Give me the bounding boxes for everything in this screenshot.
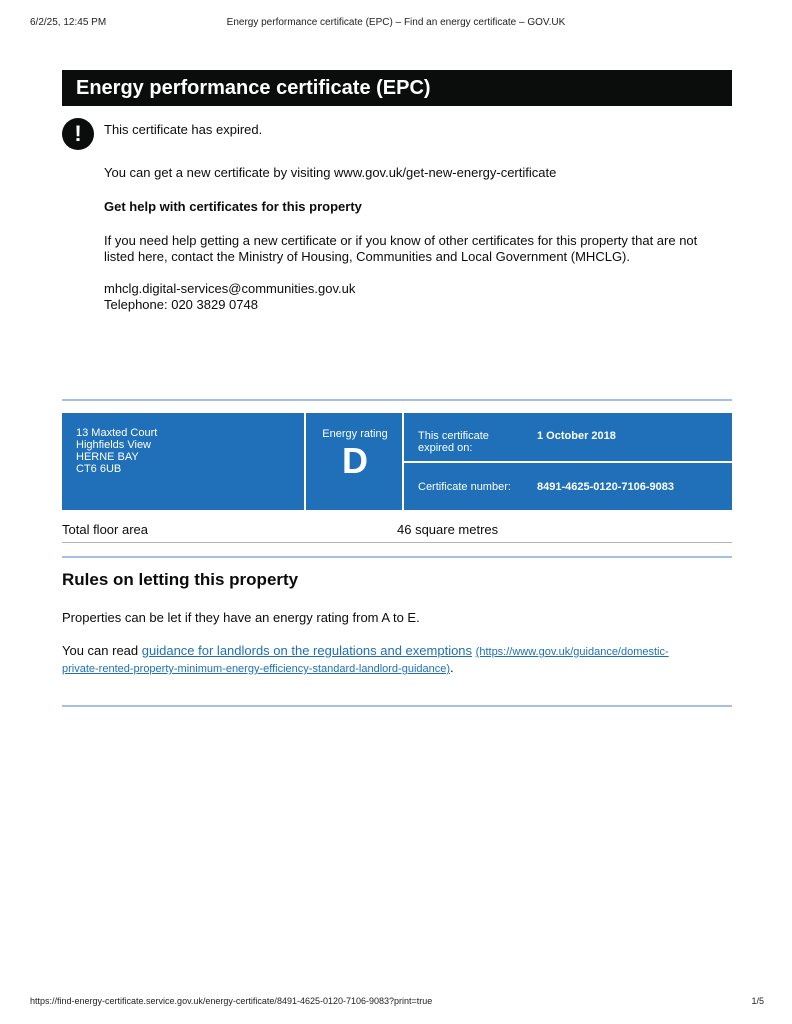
floor-area-value: 46 square metres (397, 522, 499, 537)
page-title: Energy performance certificate (EPC) (62, 70, 732, 106)
help-telephone: Telephone: 020 3829 0748 (104, 297, 258, 312)
row-divider (62, 542, 732, 543)
certificate-number-label: Certificate number: (418, 481, 511, 493)
rules-text: Properties can be let if they have an energy rating from A to E. (62, 610, 420, 625)
address-line: CT6 6UB (76, 463, 122, 475)
floor-area-label: Total floor area (62, 522, 148, 537)
help-body: If you need help getting a new certificate or if you know of other certificates for this property that are not listed here, contact the Ministry of Housing, Communities and Local Government (MHCLG). (104, 233, 698, 264)
guidance-paragraph (62, 643, 732, 677)
energy-rating-value: D (342, 440, 368, 481)
print-date: 6/2/25, 12:45 PM (30, 17, 107, 28)
print-url: https://find-energy-certificate.service.gov.uk/energy-certificate/8491-4625-0120-7106-9083?print=true (30, 996, 433, 1006)
help-heading: Get help with certificates for this property (104, 199, 362, 214)
expired-label: This certificate expired on: (418, 430, 489, 454)
guidance-link[interactable]: guidance for landlords on the regulations and exemptions (141, 643, 473, 658)
help-email: mhclg.digital-services@communities.gov.uk (104, 281, 356, 296)
energy-rating-label: Energy rating (322, 428, 388, 440)
warning-text: This certificate has expired. (104, 122, 263, 137)
section-divider (62, 556, 732, 558)
address-line: Highfields View (76, 439, 152, 451)
certificate-summary-panel (62, 413, 732, 510)
expired-date: 1 October 2018 (537, 430, 616, 442)
print-header (0, 17, 792, 31)
new-certificate-text: You can get a new certificate by visiting www.gov.uk/get-new-energy-certificate (104, 165, 557, 180)
page-number: 1/5 (751, 996, 764, 1006)
guidance-url[interactable]: (https://www.gov.uk/guidance/domestic- (475, 646, 669, 658)
print-page-title: Energy performance certificate (EPC) – Find an energy certificate – GOV.UK (226, 17, 566, 28)
certificate-number: 8491-4625-0120-7106-9083 (537, 481, 675, 493)
guidance-suffix: . (450, 660, 454, 675)
guidance-prefix: You can read (62, 643, 142, 658)
guidance-url-continued[interactable]: private-rented-property-minimum-energy-efficiency-standard-landlord-guidance) (62, 663, 451, 675)
section-divider (62, 399, 732, 401)
panel-divider (404, 461, 732, 463)
property-address (76, 427, 157, 475)
address-line: 13 Maxted Court (76, 427, 158, 439)
warning-icon: ! (62, 118, 94, 150)
address-line: HERNE BAY (76, 451, 139, 463)
rules-heading: Rules on letting this property (62, 570, 299, 589)
section-divider (62, 705, 732, 707)
